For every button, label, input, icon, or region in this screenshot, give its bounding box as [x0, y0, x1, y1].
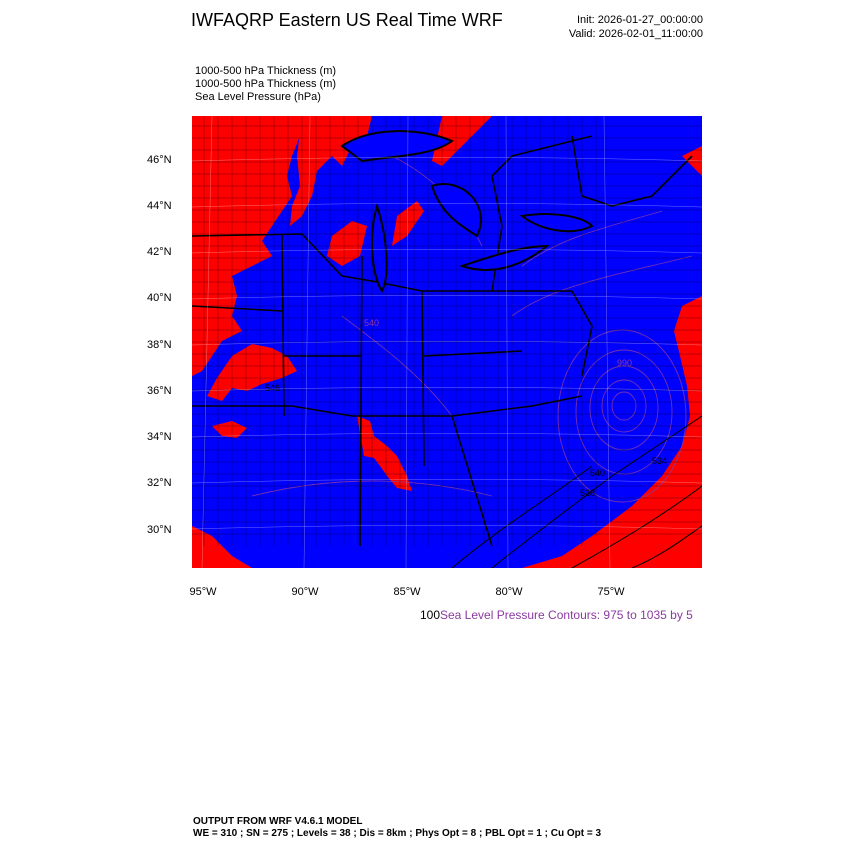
map-title: IWFAQRP Eastern US Real Time WRF	[191, 10, 503, 30]
field-label-thickness-1: 1000-500 hPa Thickness (m)	[195, 65, 337, 77]
contour-label: 990	[617, 358, 633, 368]
lat-label: 46°N	[147, 154, 172, 166]
map-canvas	[192, 116, 702, 568]
contour-label: 546	[265, 383, 281, 393]
lat-label: 40°N	[147, 292, 172, 304]
lat-label: 42°N	[147, 246, 172, 258]
slp-contour-legend: Sea Level Pressure Contours: 975 to 1035 by 5	[440, 608, 693, 622]
lon-label: 95°W	[189, 586, 217, 598]
lat-label: 30°N	[147, 524, 172, 536]
run-times	[569, 13, 703, 41]
scale-number: 100	[420, 608, 441, 622]
weather-map	[192, 116, 702, 568]
init-time: Init: 2026-01-27_00:00:00	[577, 14, 703, 26]
contour-label: 528	[580, 488, 596, 498]
lon-label: 85°W	[393, 586, 421, 598]
contour-label: 534	[652, 456, 668, 466]
model-info: OUTPUT FROM WRF V4.6.1 MODEL	[193, 816, 363, 827]
lon-label: 80°W	[495, 586, 523, 598]
lat-label: 44°N	[147, 200, 172, 212]
valid-time: Valid: 2026-02-01_11:00:00	[568, 28, 703, 40]
lat-label: 32°N	[147, 477, 172, 489]
lon-label: 90°W	[291, 586, 319, 598]
field-label-thickness-2: 1000-500 hPa Thickness (m)	[195, 78, 337, 90]
model-config: WE = 310 ; SN = 275 ; Levels = 38 ; Dis = 8km ; Phys Opt = 8 ; PBL Opt = 1 ; Cu Opt = 3	[193, 828, 602, 839]
lat-label: 34°N	[147, 431, 172, 443]
contour-label: 540	[364, 318, 380, 328]
field-label-slp: Sea Level Pressure (hPa)	[195, 91, 321, 103]
lat-label: 38°N	[147, 339, 172, 351]
lat-label: 36°N	[147, 385, 172, 397]
lon-label: 75°W	[597, 586, 625, 598]
contour-label: 540	[590, 468, 606, 478]
